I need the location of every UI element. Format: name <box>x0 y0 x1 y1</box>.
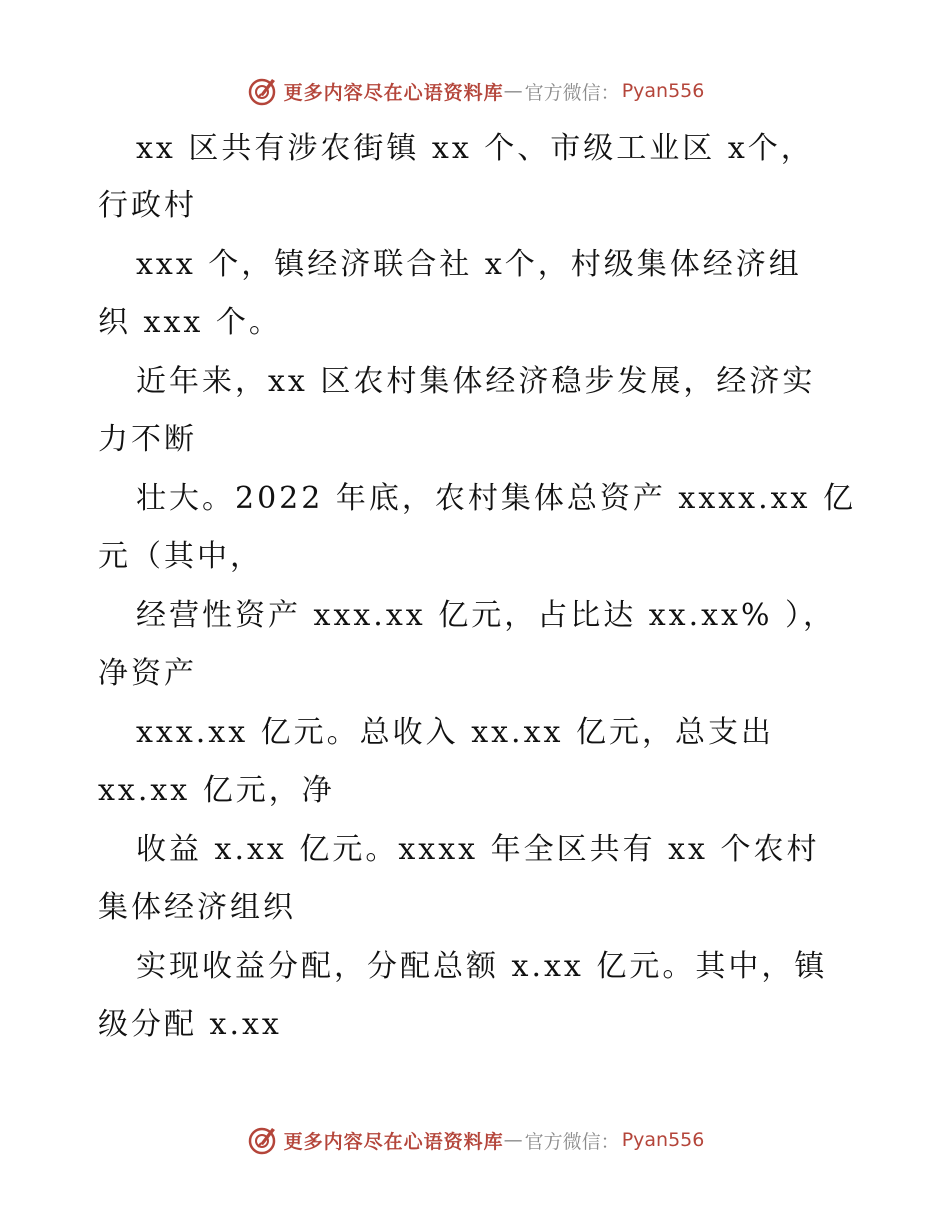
body-line: 壮大。2022 年底，农村集体总资产 xxxx.xx 亿 <box>136 481 857 516</box>
body-line: xx.xx 亿元，净 <box>98 773 335 808</box>
watermark-dash: — <box>503 1129 523 1151</box>
body-line: 力不断 <box>98 422 197 457</box>
body-line: xx 区共有涉农街镇 xx 个、市级工业区 x个， <box>136 131 814 166</box>
body-line: 近年来，xx 区农村集体经济稳步发展，经济实 <box>136 364 816 399</box>
body-line: 集体经济组织 <box>98 890 296 925</box>
watermark-brand: 更多内容尽在心语资料库 <box>283 1130 504 1153</box>
body-line: 收益 x.xx 亿元。xxxx 年全区共有 xx 个农村 <box>136 832 820 867</box>
quill-logo-icon <box>246 75 278 107</box>
body-line: 行政村 <box>98 188 197 223</box>
body-line: xxx 个，镇经济联合社 x个，村级集体经济组 <box>136 247 802 282</box>
body-line: 织 xxx 个。 <box>98 305 282 340</box>
watermark-brand: 更多内容尽在心语资料库 <box>283 81 504 104</box>
body-line: 元（其中， <box>98 539 263 574</box>
body-line: xxx.xx 亿元。总收入 xx.xx 亿元，总支出 <box>136 715 774 750</box>
footer-watermark <box>0 1120 950 1160</box>
watermark-handle: Pyan556 <box>621 1129 705 1151</box>
body-line: 级分配 x.xx <box>98 1007 282 1042</box>
watermark-label: 官方微信： <box>524 81 620 104</box>
quill-logo-icon <box>246 1124 278 1156</box>
watermark-dash: — <box>503 80 523 102</box>
watermark-label: 官方微信： <box>524 1130 620 1153</box>
header-watermark <box>0 71 950 111</box>
watermark-handle: Pyan556 <box>621 80 705 102</box>
body-line: 实现收益分配，分配总额 x.xx 亿元。其中，镇 <box>136 949 828 984</box>
body-line: 经营性资产 xxx.xx 亿元，占比达 xx.xx% ）， <box>136 598 836 633</box>
body-line: 净资产 <box>98 656 197 691</box>
